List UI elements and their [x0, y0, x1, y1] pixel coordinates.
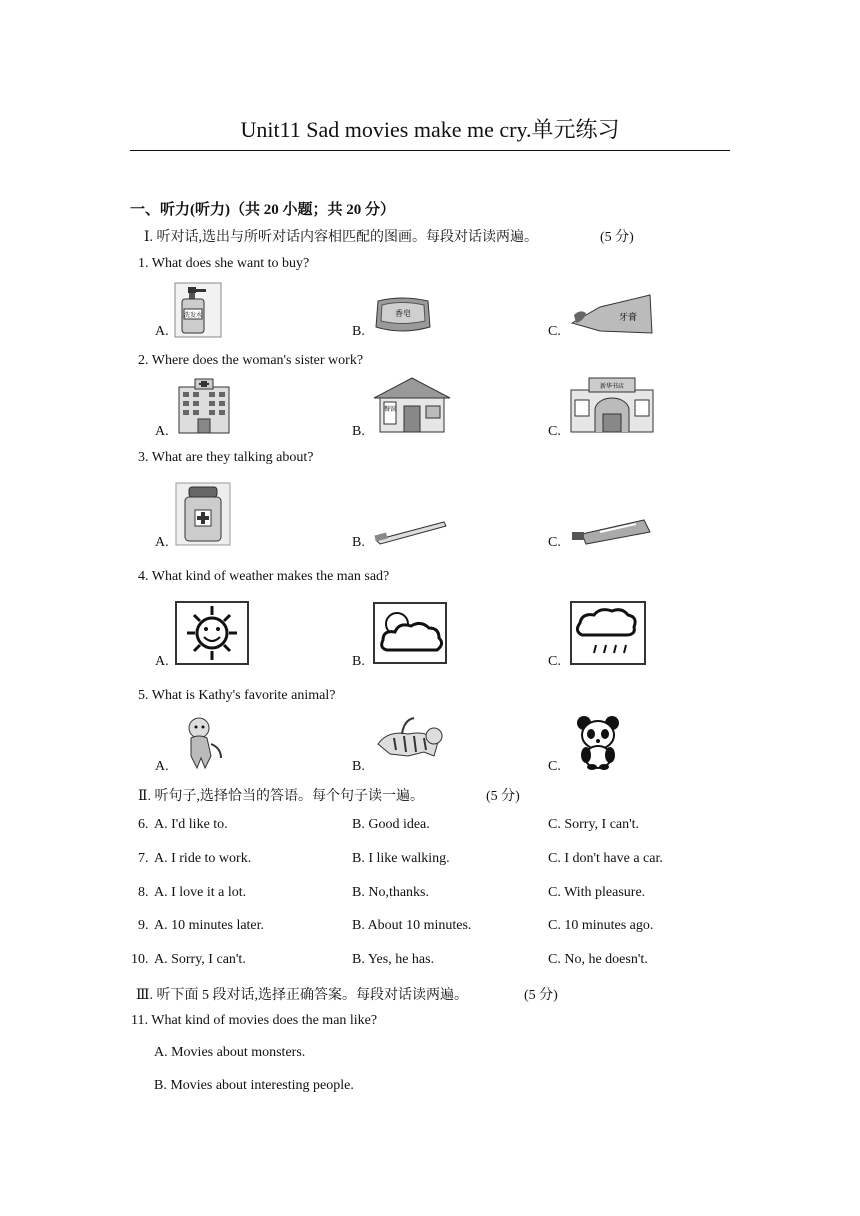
bookstore-icon — [569, 376, 655, 434]
rainy-icon — [570, 601, 646, 665]
q9-option-a: A. 10 minutes later. — [154, 918, 265, 933]
part3-score: (5 分) — [524, 988, 558, 1003]
q5-option-b-label: B. — [352, 759, 365, 774]
sunny-icon — [175, 601, 249, 665]
toothpaste-caption: 牙膏 — [618, 313, 638, 323]
q4-option-b-label: B. — [352, 654, 365, 669]
q7-option-b: B. I like walking. — [352, 851, 450, 866]
q4-option-c-label: C. — [548, 654, 561, 669]
panda-icon — [570, 713, 628, 771]
q2-option-b-label: B. — [352, 424, 365, 439]
hospital-icon — [175, 377, 233, 435]
q7-option-c: C. I don't have a car. — [548, 851, 663, 866]
restaurant-caption: 餐馆 — [383, 406, 397, 413]
q1-option-c-label: C. — [548, 324, 561, 339]
toothbrush-icon — [372, 518, 448, 546]
page-title: Unit11 Sad movies make me cry.单元练习 — [240, 117, 620, 142]
q10-option-c: C. No, he doesn't. — [548, 952, 648, 967]
tiger-icon — [372, 714, 448, 770]
question-6-number: 6. — [138, 817, 149, 832]
part3-instruction: Ⅲ. 听下面 5 段对话,选择正确答案。每段对话读两遍。 — [136, 988, 468, 1003]
question-10-number: 10. — [131, 952, 149, 967]
q4-option-a-label: A. — [155, 654, 169, 669]
q6-option-c: C. Sorry, I can't. — [548, 817, 640, 832]
toothpaste-icon — [570, 293, 654, 337]
q5-option-c-label: C. — [548, 759, 561, 774]
question-4: 4. What kind of weather makes the man sad? — [138, 569, 390, 584]
bookstore-caption: 新华书店 — [599, 383, 625, 390]
part2-score: (5 分) — [486, 789, 520, 804]
q2-option-c-label: C. — [548, 424, 561, 439]
shampoo-bottle-icon — [174, 282, 222, 338]
q3-option-a-label: A. — [155, 535, 169, 550]
section-heading: 一、听力(听力)（共 20 小题；共 20 分） — [130, 202, 395, 218]
question-1: 1. What does she want to buy? — [138, 256, 310, 271]
q6-option-b: B. Good idea. — [352, 817, 430, 832]
q1-option-a-label: A. — [155, 324, 169, 339]
q5-option-a-label: A. — [155, 759, 169, 774]
cloudy-icon — [373, 602, 447, 664]
question-8-number: 8. — [138, 885, 149, 900]
q8-option-c: C. With pleasure. — [548, 885, 646, 900]
q3-option-b-label: B. — [352, 535, 365, 550]
q8-option-a: A. I love it a lot. — [154, 885, 247, 900]
q9-option-c: C. 10 minutes ago. — [548, 918, 654, 933]
q2-option-a-label: A. — [155, 424, 169, 439]
part1-score: (5 分) — [600, 230, 634, 245]
soap-icon — [372, 293, 434, 337]
medicine-jar-icon — [175, 482, 231, 546]
monkey-icon — [175, 714, 227, 770]
q1-option-b-label: B. — [352, 324, 365, 339]
q11-option-b: B. Movies about interesting people. — [154, 1078, 354, 1093]
part2-instruction: Ⅱ. 听句子,选择恰当的答语。每个句子读一遍。 — [138, 789, 425, 804]
q10-option-a: A. Sorry, I can't. — [154, 952, 246, 967]
q6-option-a: A. I'd like to. — [154, 817, 228, 832]
question-9-number: 9. — [138, 918, 149, 933]
title-divider — [130, 150, 730, 151]
question-2: 2. Where does the woman's sister work? — [138, 353, 364, 368]
question-7-number: 7. — [138, 851, 149, 866]
q11-option-a: A. Movies about monsters. — [154, 1045, 306, 1060]
q3-option-c-label: C. — [548, 535, 561, 550]
shampoo-caption: 洗发水 — [183, 312, 203, 319]
toothpaste-tube-icon — [570, 516, 654, 546]
q7-option-a: A. I ride to work. — [154, 851, 252, 866]
part1-instruction: Ⅰ. 听对话,选出与所听对话内容相匹配的图画。每段对话读两遍。 — [144, 230, 539, 245]
soap-caption: 香皂 — [395, 309, 411, 318]
q10-option-b: B. Yes, he has. — [352, 952, 435, 967]
question-3: 3. What are they talking about? — [138, 450, 314, 465]
q8-option-b: B. No,thanks. — [352, 885, 429, 900]
restaurant-icon — [372, 376, 452, 434]
q9-option-b: B. About 10 minutes. — [352, 918, 472, 933]
question-5: 5. What is Kathy's favorite animal? — [138, 688, 336, 703]
question-11: 11. What kind of movies does the man like? — [131, 1013, 378, 1028]
